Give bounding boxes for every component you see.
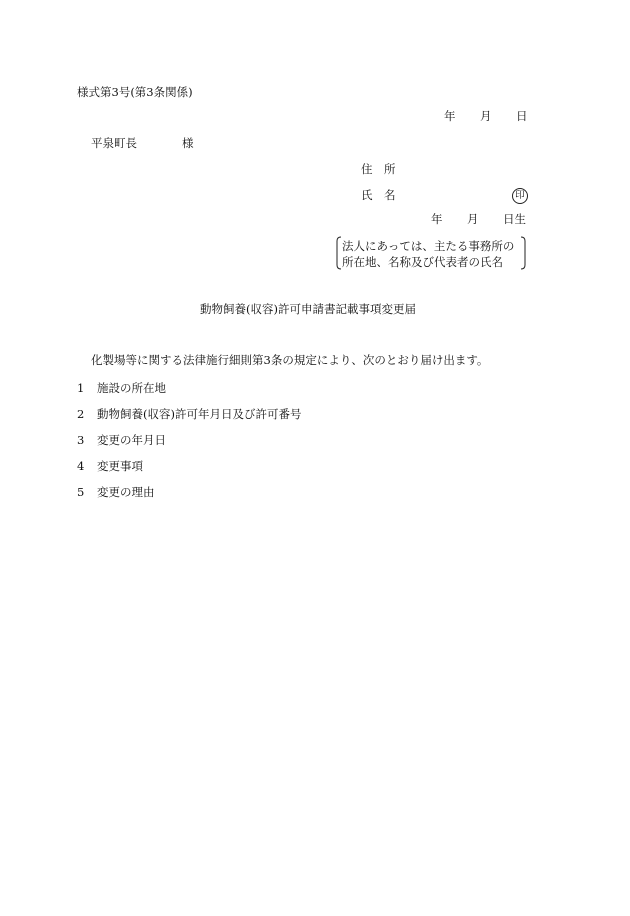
applicant-address-label: 住 所	[361, 162, 396, 176]
birth-suffix-label: 日生	[503, 212, 526, 226]
list-item	[77, 461, 143, 473]
list-item	[77, 435, 166, 447]
list-item-number: 1	[77, 381, 85, 395]
list-item-number: 4	[77, 459, 85, 473]
list-item	[77, 383, 166, 395]
corporate-note-line1: 法人にあっては、主たる事務所の	[342, 239, 515, 253]
corporate-note-line2: 所在地、名称及び代表者の氏名	[342, 255, 503, 269]
birth-year-label: 年	[431, 212, 443, 226]
list-item-number: 5	[77, 485, 85, 499]
date-day-label: 日	[516, 109, 528, 123]
form-number: 様式第3号(第3条関係)	[77, 85, 193, 99]
document-title: 動物飼養(収容)許可申請書記載事項変更届	[200, 302, 416, 316]
applicant-name-label: 氏 名	[361, 188, 396, 202]
list-item-label: 施設の所在地	[97, 381, 166, 395]
date-year-label: 年	[444, 109, 456, 123]
list-item	[77, 487, 155, 499]
list-item-number: 3	[77, 433, 85, 447]
birth-month-label: 月	[467, 212, 479, 226]
body-text: 化製場等に関する法律施行細則第3条の規定により、次のとおり届け出ます。	[91, 353, 489, 367]
seal-mark: 印	[512, 188, 528, 204]
addressee-honorific: 様	[182, 136, 194, 150]
corporate-note	[336, 236, 526, 270]
list-item-label: 動物飼養(収容)許可年月日及び許可番号	[97, 407, 302, 421]
list-item-label: 変更の年月日	[97, 433, 166, 447]
date-month-label: 月	[480, 109, 492, 123]
list-item-label: 変更の理由	[97, 485, 155, 499]
list-item	[77, 409, 301, 421]
list-item-label: 変更事項	[97, 459, 143, 473]
list-item-number: 2	[77, 407, 85, 421]
addressee-name: 平泉町長	[91, 136, 137, 150]
